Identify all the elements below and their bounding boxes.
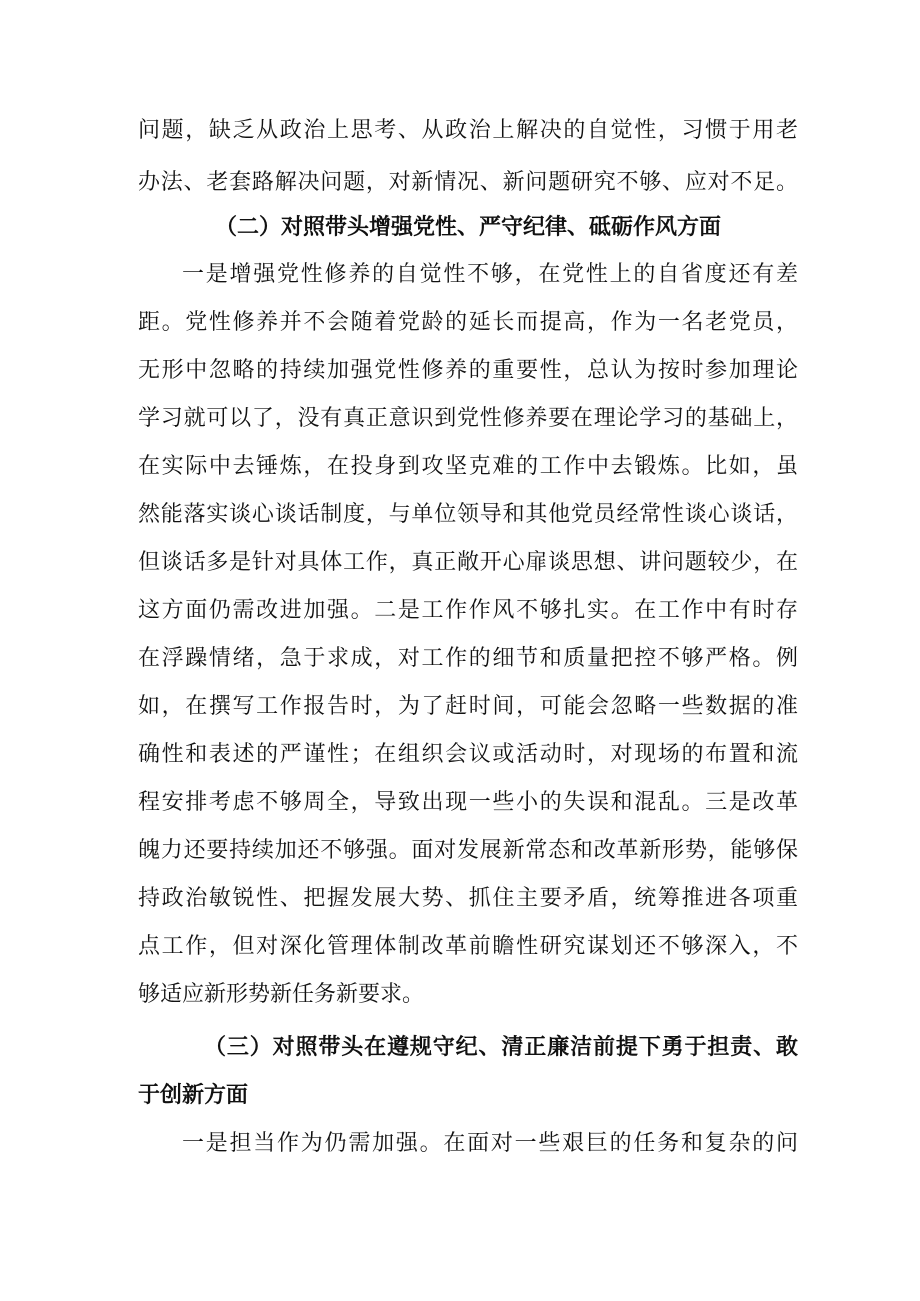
body-line: 够适应新形势新任务新要求。 (138, 982, 425, 1007)
body-line: 然能落实谈心谈话制度，与单位领导和其他党员经常性谈心谈话， (138, 502, 798, 527)
body-line: 这方面仍需改进加强。二是工作作风不够扎实。在工作中有时存 (138, 598, 798, 623)
section-heading-3: （三）对照带头在遵规守纪、清正廉洁前提下勇于担责、敢 (204, 1035, 798, 1060)
section-heading-2: （二）对照带头增强党性、严守纪律、砥砺作风方面 (214, 215, 721, 240)
body-line: 距。党性修养并不会随着党龄的延长而提高，作为一名老党员， (138, 310, 798, 335)
body-line: 一是担当作为仍需加强。在面对一些艰巨的任务和复杂的问 (182, 1131, 798, 1156)
body-line: 但谈话多是针对具体工作，真正敞开心扉谈思想、讲问题较少，在 (138, 550, 798, 575)
section-heading-3-cont: 于创新方面 (138, 1083, 249, 1108)
body-line: 问题，缺乏从政治上思考、从政治上解决的自觉性，习惯于用老 (138, 118, 798, 143)
body-line: 魄力还要持续加还不够强。面对发展新常态和改革新形势，能够保 (138, 838, 798, 863)
body-line: 持政治敏锐性、把握发展大势、抓住主要矛盾，统筹推进各项重 (138, 886, 798, 911)
body-line: 办法、老套路解决问题，对新情况、新问题研究不够、应对不足。 (138, 170, 798, 195)
body-line: 确性和表述的严谨性；在组织会议或活动时，对现场的布置和流 (138, 742, 798, 767)
body-line: 学习就可以了，没有真正意识到党性修养要在理论学习的基础上， (138, 406, 798, 431)
body-line: 一是增强党性修养的自觉性不够，在党性上的自省度还有差 (182, 262, 798, 287)
body-line: 如，在撰写工作报告时，为了赶时间，可能会忽略一些数据的准 (138, 694, 798, 719)
body-line: 无形中忽略的持续加强党性修养的重要性，总认为按时参加理论 (138, 358, 798, 383)
body-line: 在浮躁情绪，急于求成，对工作的细节和质量把控不够严格。例 (138, 646, 798, 671)
body-line: 程安排考虑不够周全，导致出现一些小的失误和混乱。三是改革 (138, 790, 798, 815)
body-line: 在实际中去锤炼，在投身到攻坚克难的工作中去锻炼。比如，虽 (138, 454, 798, 479)
body-line: 点工作，但对深化管理体制改革前瞻性研究谋划还不够深入，不 (138, 934, 798, 959)
